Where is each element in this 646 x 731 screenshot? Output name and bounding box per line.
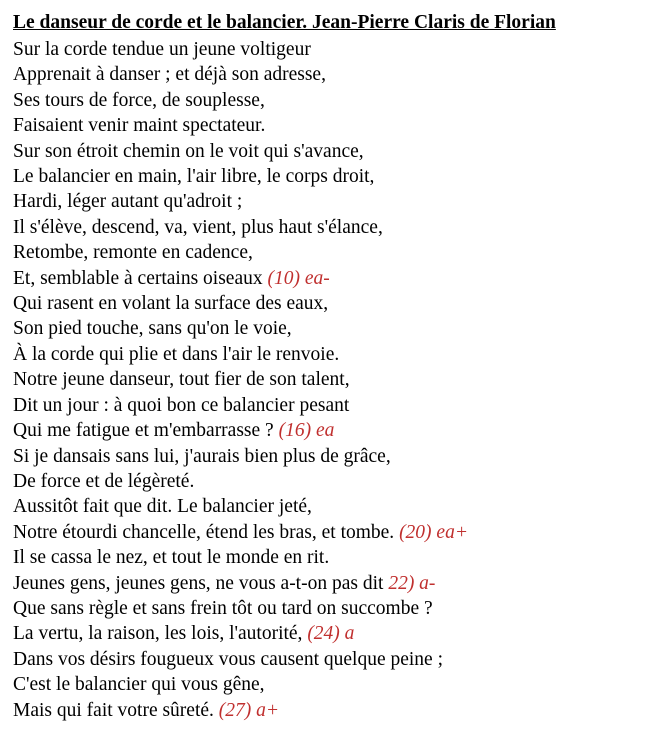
verse-line	[13, 698, 638, 723]
line-annotation: (27) a+	[218, 699, 280, 721]
verse-line	[13, 88, 638, 113]
verse-line	[13, 291, 638, 316]
verse-line	[13, 367, 638, 392]
verse-line	[13, 393, 638, 418]
verse-text: Il se cassa le nez, et tout le monde en rit.	[13, 547, 330, 569]
verse-text: Ses tours de force, de souplesse,	[13, 89, 265, 111]
verse-text: De force et de légèreté.	[13, 470, 195, 492]
verse-text: Notre étourdi chancelle, étend les bras, et tombe.	[13, 521, 400, 543]
verse-line	[13, 342, 638, 367]
verse-text: Qui rasent en volant la surface des eaux,	[13, 293, 329, 315]
verse-text: Si je dansais sans lui, j'aurais bien plus de grâce,	[13, 445, 391, 467]
verse-line	[13, 571, 638, 596]
line-annotation: (20) ea+	[399, 521, 468, 543]
poem-title: Le danseur de corde et le balancier. Jean-Pierre Claris de Florian	[13, 12, 556, 33]
line-annotation: (10) ea-	[267, 267, 330, 289]
poem-body	[13, 37, 638, 723]
verse-text: Apprenait à danser ; et déjà son adresse,	[13, 64, 326, 86]
verse-line	[13, 418, 638, 443]
verse-text: C'est le balancier qui vous gêne,	[13, 674, 265, 696]
verse-text: Notre jeune danseur, tout fier de son talent,	[13, 369, 350, 391]
verse-text: Jeunes gens, jeunes gens, ne vous a-t-on pas dit	[13, 572, 389, 594]
verse-line	[13, 672, 638, 697]
verse-line	[13, 113, 638, 138]
verse-line	[13, 647, 638, 672]
verse-line	[13, 62, 638, 87]
verse-text: Que sans règle et sans frein tôt ou tard on succombe ?	[13, 597, 433, 619]
line-annotation: 22) a-	[388, 572, 436, 594]
line-annotation: (24) a	[307, 623, 355, 645]
verse-line	[13, 189, 638, 214]
verse-text: Faisaient venir maint spectateur.	[13, 115, 266, 137]
verse-line	[13, 139, 638, 164]
verse-line	[13, 266, 638, 291]
verse-text: Retombe, remonte en cadence,	[13, 242, 253, 264]
verse-text: Qui me fatigue et m'embarrasse ?	[13, 420, 279, 442]
verse-text: Son pied touche, sans qu'on le voie,	[13, 318, 292, 340]
verse-line	[13, 37, 638, 62]
verse-line	[13, 545, 638, 570]
verse-line	[13, 215, 638, 240]
verse-text: Sur son étroit chemin on le voit qui s'avance,	[13, 140, 364, 162]
verse-line	[13, 444, 638, 469]
verse-text: La vertu, la raison, les lois, l'autorité,	[13, 623, 308, 645]
poem-page	[13, 11, 638, 723]
verse-line	[13, 316, 638, 341]
verse-text: Dit un jour : à quoi bon ce balancier pesant	[13, 394, 350, 416]
verse-line	[13, 240, 638, 265]
line-annotation: (16) ea	[278, 420, 335, 442]
verse-text: Aussitôt fait que dit. Le balancier jeté,	[13, 496, 312, 518]
verse-line	[13, 621, 638, 646]
verse-text: Dans vos désirs fougueux vous causent quelque peine ;	[13, 648, 443, 670]
verse-text: Mais qui fait votre sûreté.	[13, 699, 219, 721]
verse-line	[13, 494, 638, 519]
verse-text: Et, semblable à certains oiseaux	[13, 267, 268, 289]
verse-line	[13, 164, 638, 189]
verse-text: À la corde qui plie et dans l'air le renvoie.	[13, 343, 340, 365]
verse-text: Hardi, léger autant qu'adroit ;	[13, 191, 243, 213]
verse-line	[13, 596, 638, 621]
verse-line	[13, 469, 638, 494]
verse-text: Le balancier en main, l'air libre, le corps droit,	[13, 166, 375, 188]
verse-text: Sur la corde tendue un jeune voltigeur	[13, 39, 311, 60]
verse-line	[13, 520, 638, 545]
verse-text: Il s'élève, descend, va, vient, plus haut s'élance,	[13, 216, 383, 238]
